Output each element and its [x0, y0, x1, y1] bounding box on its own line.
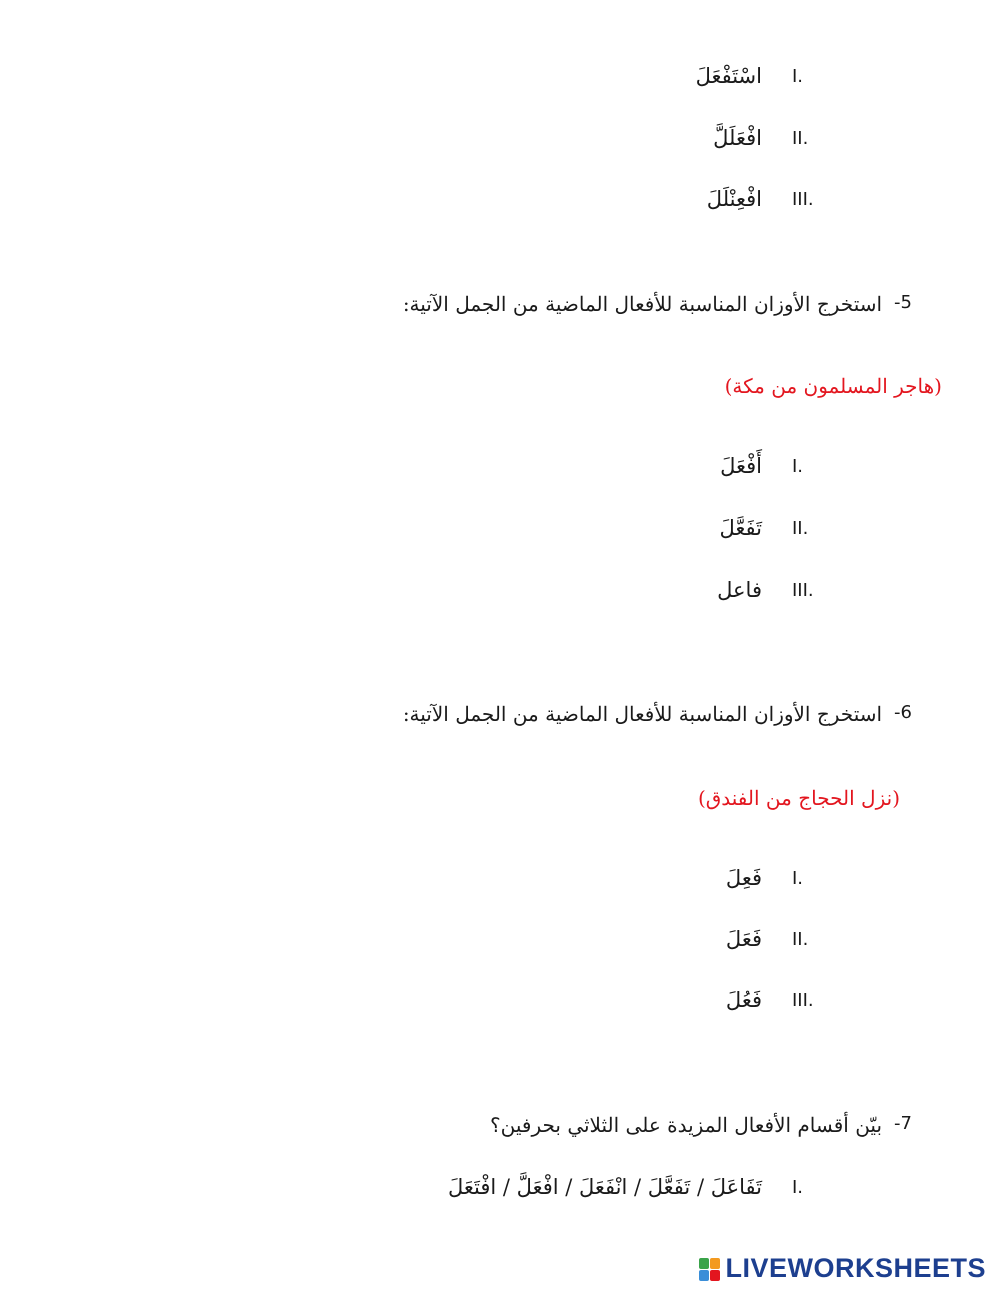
option-text: تَفَاعَلَ / تَفَعَّلَ / انْفَعَلَ / افْعَلَّ / افْتَعَلَ — [448, 1175, 762, 1199]
option-q7-1[interactable] — [256, 1177, 816, 1198]
logo-icon — [699, 1258, 719, 1280]
option-number: II. — [792, 928, 809, 950]
option-text: فَعِلَ — [725, 866, 762, 890]
option-q5-1[interactable] — [516, 456, 816, 477]
option-number: II. — [792, 127, 809, 149]
question-6 — [403, 702, 912, 726]
question-text: استخرج الأوزان المناسبة للأفعال الماضية من الجمل الآتية: — [402, 292, 883, 316]
option-q4-3 — [516, 189, 816, 210]
option-q5-2[interactable] — [516, 518, 816, 539]
option-number: III. — [792, 579, 814, 601]
option-number: II. — [792, 517, 809, 539]
brand-name: LIVEWORKSHEETS — [725, 1253, 986, 1283]
option-text: اسْتَفْعَلَ — [695, 64, 762, 88]
option-text: أَفْعَلَ — [720, 454, 762, 478]
option-text: افْعِنْلَلَ — [706, 187, 762, 211]
liveworksheets-logo — [699, 1253, 986, 1284]
option-q6-2[interactable] — [516, 929, 816, 950]
question-number: 7- — [894, 1113, 912, 1134]
question-5 — [403, 292, 912, 316]
option-q6-1[interactable] — [516, 868, 816, 889]
question-7 — [490, 1113, 912, 1137]
example-sentence-q6: (نزل الحجاج من الفندق) — [697, 786, 900, 810]
option-q6-3[interactable] — [516, 990, 816, 1011]
option-number: I. — [792, 455, 804, 477]
option-text: افْعَلَلَّ — [713, 126, 762, 150]
option-number: I. — [792, 1176, 804, 1198]
question-text: بيّن أقسام الأفعال المزيدة على الثلاثي بحرفين؟ — [490, 1113, 883, 1137]
question-text: استخرج الأوزان المناسبة للأفعال الماضية من الجمل الآتية: — [402, 702, 883, 726]
option-number: I. — [792, 867, 804, 889]
option-q5-3[interactable] — [516, 580, 816, 601]
question-number: 5- — [894, 292, 912, 313]
option-text: تَفَعَّلَ — [719, 516, 762, 540]
option-number: III. — [792, 188, 814, 210]
option-q4-2 — [516, 128, 816, 149]
option-q4-1 — [516, 66, 816, 87]
option-number: III. — [792, 989, 814, 1011]
option-text: فَعَلَ — [725, 927, 762, 951]
option-text: فاعل — [717, 578, 762, 602]
option-number: I. — [792, 65, 804, 87]
question-number: 6- — [894, 702, 912, 723]
option-text: فَعُلَ — [725, 988, 762, 1012]
example-sentence-q5: (هاجر المسلمون من مكة) — [724, 374, 942, 398]
